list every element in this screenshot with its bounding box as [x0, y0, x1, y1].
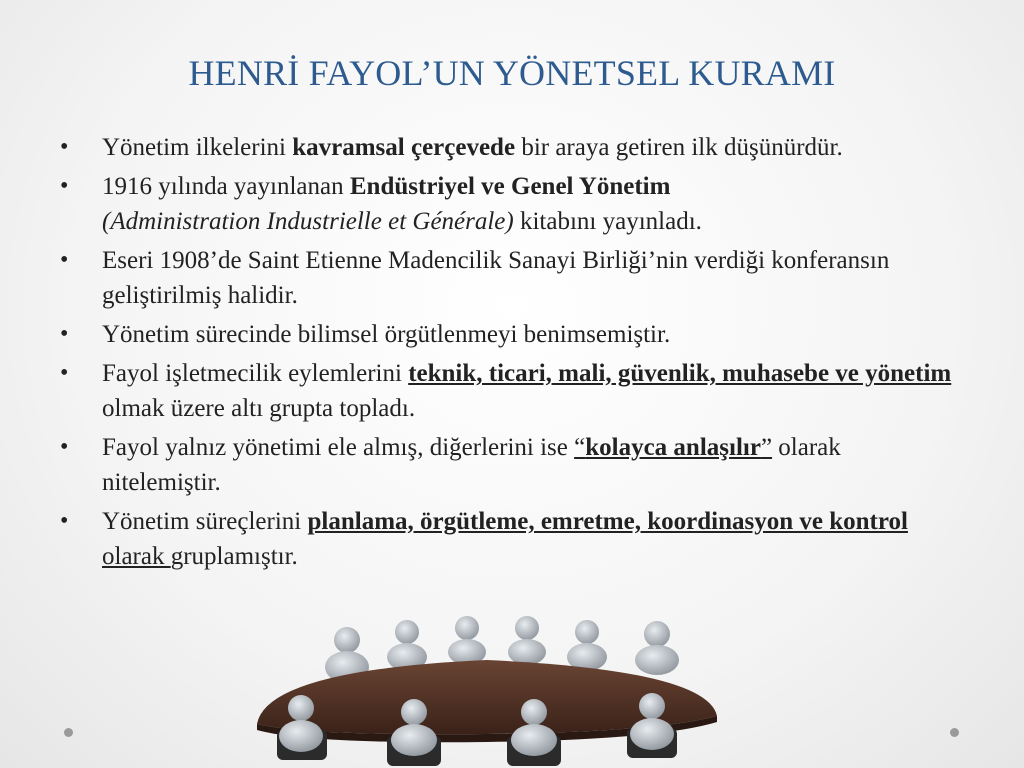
bullet-item: • Fayol işletmecilik eylemlerini teknik, ticari, mali, güvenlik, muhasebe ve yönetim olmak üzere altı grupta topladı. — [60, 356, 960, 426]
bullet-item: • Eseri 1908’de Saint Etienne Madencilik Sanayi Birliği’nin verdiği konferansın geliştirilmiş halidir. — [60, 243, 960, 313]
bullet-item: • Yönetim ilkelerini kavramsal çerçevede bir araya getiren ilk düşünürdür. — [60, 130, 960, 165]
bullet-item: • Yönetim sürecinde bilimsel örgütlenmeyi benimsemiştir. — [60, 317, 960, 352]
bullet-list — [60, 130, 960, 578]
bullet-item: • Fayol yalnız yönetimi ele almış, diğerlerini ise “kolayca anlaşılır” olarak nitelemiştir. — [60, 430, 960, 500]
right-dot — [950, 728, 959, 737]
bullet-item: • 1916 yılında yayınlanan Endüstriyel ve Genel Yönetim (Administration Industrielle et Générale) kitabını yayınladı. — [60, 169, 960, 239]
slide-title: HENRİ FAYOL’UN YÖNETSEL KURAMI — [188, 53, 836, 93]
bullet-item: • Yönetim süreçlerini planlama, örgütleme, emretme, koordinasyon ve kontrol olarak gruplamıştır. — [60, 504, 960, 574]
meeting-table-illustration-icon — [237, 612, 737, 768]
left-dot — [64, 728, 73, 737]
